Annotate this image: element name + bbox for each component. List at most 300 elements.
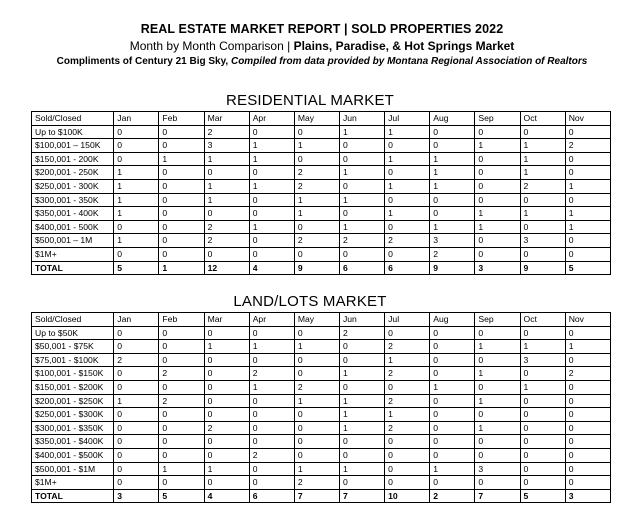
row-value: 0 bbox=[249, 247, 294, 261]
row-value: 0 bbox=[249, 207, 294, 221]
row-label: $100,001 - $150K bbox=[32, 367, 114, 381]
header-cell-month: Jan bbox=[114, 112, 159, 126]
row-value: 0 bbox=[385, 220, 430, 234]
table-header-row bbox=[32, 112, 611, 126]
row-value: 0 bbox=[339, 448, 384, 462]
row-value: 0 bbox=[430, 139, 475, 153]
row-value: 1 bbox=[249, 340, 294, 354]
row-value: 0 bbox=[339, 247, 384, 261]
row-value: 1 bbox=[249, 220, 294, 234]
row-value: 0 bbox=[565, 234, 610, 248]
row-value: 0 bbox=[114, 139, 159, 153]
row-value: 0 bbox=[475, 408, 520, 422]
table-row bbox=[32, 462, 611, 476]
row-value: 0 bbox=[159, 193, 204, 207]
row-value: 0 bbox=[114, 125, 159, 139]
header-cell-month: Apr bbox=[249, 313, 294, 327]
row-value: 0 bbox=[114, 247, 159, 261]
table-row bbox=[32, 340, 611, 354]
row-value: 1 bbox=[114, 234, 159, 248]
row-value: 0 bbox=[565, 380, 610, 394]
row-value: 0 bbox=[339, 340, 384, 354]
row-value: 0 bbox=[114, 152, 159, 166]
row-value: 1 bbox=[385, 125, 430, 139]
row-value: 1 bbox=[475, 394, 520, 408]
row-value: 0 bbox=[159, 139, 204, 153]
row-value: 0 bbox=[114, 476, 159, 490]
row-value: 0 bbox=[385, 193, 430, 207]
row-value: 0 bbox=[520, 367, 565, 381]
table-row bbox=[32, 394, 611, 408]
row-value: 0 bbox=[565, 247, 610, 261]
row-value: 0 bbox=[114, 220, 159, 234]
row-value: 0 bbox=[520, 220, 565, 234]
row-value: 0 bbox=[159, 234, 204, 248]
row-value: 0 bbox=[249, 408, 294, 422]
row-value: 1 bbox=[565, 179, 610, 193]
row-value: 0 bbox=[430, 326, 475, 340]
row-value: 0 bbox=[204, 166, 249, 180]
row-value: 0 bbox=[159, 476, 204, 490]
row-value: 1 bbox=[204, 179, 249, 193]
row-value: 0 bbox=[475, 125, 520, 139]
row-value: 0 bbox=[204, 326, 249, 340]
row-value: 2 bbox=[159, 367, 204, 381]
table-row bbox=[32, 247, 611, 261]
row-label: Up to $50K bbox=[32, 326, 114, 340]
row-value: 3 bbox=[520, 234, 565, 248]
header-cell-month: Oct bbox=[520, 313, 565, 327]
row-value: 0 bbox=[294, 326, 339, 340]
row-label: $350,001 - 400K bbox=[32, 207, 114, 221]
row-value: 0 bbox=[249, 234, 294, 248]
row-value: 0 bbox=[520, 193, 565, 207]
row-label: $150,001 - 200K bbox=[32, 152, 114, 166]
row-value: 1 bbox=[520, 166, 565, 180]
row-value: 0 bbox=[339, 435, 384, 449]
row-value: 1 bbox=[249, 139, 294, 153]
row-value: 0 bbox=[565, 476, 610, 490]
total-value: 3 bbox=[114, 489, 159, 503]
header-cell-month: Sep bbox=[475, 112, 520, 126]
row-value: 0 bbox=[204, 380, 249, 394]
total-value: 9 bbox=[430, 261, 475, 275]
row-value: 1 bbox=[430, 380, 475, 394]
table-row bbox=[32, 220, 611, 234]
total-value: 6 bbox=[339, 261, 384, 275]
row-value: 0 bbox=[430, 394, 475, 408]
row-value: 1 bbox=[475, 340, 520, 354]
row-value: 2 bbox=[114, 353, 159, 367]
row-value: 0 bbox=[249, 462, 294, 476]
row-label: $75,001 - $100K bbox=[32, 353, 114, 367]
row-value: 1 bbox=[294, 139, 339, 153]
row-value: 3 bbox=[520, 353, 565, 367]
header-cell-month: Aug bbox=[430, 313, 475, 327]
row-value: 0 bbox=[430, 125, 475, 139]
row-value: 1 bbox=[294, 462, 339, 476]
row-value: 0 bbox=[159, 380, 204, 394]
row-value: 1 bbox=[339, 220, 384, 234]
row-value: 0 bbox=[520, 448, 565, 462]
row-value: 1 bbox=[294, 193, 339, 207]
row-value: 2 bbox=[339, 234, 384, 248]
row-value: 0 bbox=[159, 353, 204, 367]
table-row bbox=[32, 179, 611, 193]
row-value: 0 bbox=[204, 207, 249, 221]
row-value: 1 bbox=[475, 220, 520, 234]
row-value: 0 bbox=[430, 435, 475, 449]
row-value: 1 bbox=[520, 340, 565, 354]
credit-bold: Compliments of Century 21 Big Sky, bbox=[56, 56, 231, 67]
row-value: 1 bbox=[249, 179, 294, 193]
row-value: 0 bbox=[249, 353, 294, 367]
row-value: 1 bbox=[339, 462, 384, 476]
row-value: 0 bbox=[385, 462, 430, 476]
row-value: 2 bbox=[339, 326, 384, 340]
row-value: 0 bbox=[249, 166, 294, 180]
row-value: 0 bbox=[430, 421, 475, 435]
row-label: Up to $100K bbox=[32, 125, 114, 139]
table-row bbox=[32, 125, 611, 139]
row-value: 0 bbox=[475, 435, 520, 449]
row-label: $150,001 - $200K bbox=[32, 380, 114, 394]
row-value: 1 bbox=[430, 179, 475, 193]
row-value: 1 bbox=[430, 462, 475, 476]
total-value: 5 bbox=[114, 261, 159, 275]
row-label: $350,001 - $400K bbox=[32, 435, 114, 449]
row-value: 0 bbox=[520, 435, 565, 449]
row-value: 0 bbox=[475, 152, 520, 166]
header-cell-month: Nov bbox=[565, 112, 610, 126]
row-value: 1 bbox=[520, 139, 565, 153]
land-table bbox=[31, 312, 611, 503]
row-label: $250,001 - $300K bbox=[32, 408, 114, 422]
header-cell-month: May bbox=[294, 313, 339, 327]
row-value: 0 bbox=[159, 166, 204, 180]
row-value: 0 bbox=[339, 476, 384, 490]
row-value: 1 bbox=[475, 367, 520, 381]
report-title: REAL ESTATE MARKET REPORT | SOLD PROPERTIES 2022 bbox=[140, 22, 504, 36]
row-value: 1 bbox=[204, 152, 249, 166]
row-value: 0 bbox=[294, 247, 339, 261]
row-value: 0 bbox=[294, 220, 339, 234]
header-cell-month: Feb bbox=[159, 313, 204, 327]
row-value: 0 bbox=[114, 367, 159, 381]
row-value: 1 bbox=[114, 179, 159, 193]
row-value: 0 bbox=[565, 125, 610, 139]
subtitle-market: Plains, Paradise, & Hot Springs Market bbox=[293, 39, 515, 53]
total-value: 4 bbox=[249, 261, 294, 275]
row-value: 0 bbox=[159, 326, 204, 340]
residential-section-title: RESIDENTIAL MARKET bbox=[225, 92, 395, 109]
row-value: 0 bbox=[114, 408, 159, 422]
row-value: 0 bbox=[294, 152, 339, 166]
row-value: 0 bbox=[114, 340, 159, 354]
row-value: 2 bbox=[385, 340, 430, 354]
row-value: 1 bbox=[114, 207, 159, 221]
row-value: 0 bbox=[249, 125, 294, 139]
table-row bbox=[32, 353, 611, 367]
total-value: 9 bbox=[520, 261, 565, 275]
table-row bbox=[32, 367, 611, 381]
row-value: 1 bbox=[430, 220, 475, 234]
total-value: 10 bbox=[385, 489, 430, 503]
row-value: 0 bbox=[565, 193, 610, 207]
row-value: 0 bbox=[475, 193, 520, 207]
total-value: 7 bbox=[475, 489, 520, 503]
row-value: 1 bbox=[339, 193, 384, 207]
row-value: 1 bbox=[204, 340, 249, 354]
row-value: 0 bbox=[385, 139, 430, 153]
row-value: 1 bbox=[294, 207, 339, 221]
row-value: 0 bbox=[159, 220, 204, 234]
row-label: $500,001 – 1M bbox=[32, 234, 114, 248]
total-label: TOTAL bbox=[32, 261, 114, 275]
row-value: 0 bbox=[520, 125, 565, 139]
row-value: 0 bbox=[204, 247, 249, 261]
row-value: 0 bbox=[159, 421, 204, 435]
total-value: 4 bbox=[204, 489, 249, 503]
row-value: 0 bbox=[159, 207, 204, 221]
row-value: 0 bbox=[475, 166, 520, 180]
row-value: 0 bbox=[159, 408, 204, 422]
row-value: 0 bbox=[294, 435, 339, 449]
land-section-title: LAND/LOTS MARKET bbox=[233, 293, 387, 310]
row-label: $200,001 - 250K bbox=[32, 166, 114, 180]
row-value: 2 bbox=[565, 139, 610, 153]
row-value: 0 bbox=[475, 380, 520, 394]
row-value: 0 bbox=[430, 193, 475, 207]
row-value: 3 bbox=[204, 139, 249, 153]
row-value: 2 bbox=[430, 247, 475, 261]
table-row bbox=[32, 476, 611, 490]
row-value: 1 bbox=[475, 207, 520, 221]
row-label: $250,001 - 300K bbox=[32, 179, 114, 193]
row-value: 0 bbox=[385, 435, 430, 449]
row-value: 1 bbox=[520, 380, 565, 394]
row-value: 0 bbox=[520, 247, 565, 261]
row-value: 0 bbox=[204, 408, 249, 422]
row-value: 0 bbox=[565, 326, 610, 340]
row-value: 0 bbox=[249, 476, 294, 490]
total-value: 3 bbox=[565, 489, 610, 503]
residential-table bbox=[31, 111, 611, 275]
row-value: 0 bbox=[430, 353, 475, 367]
row-value: 1 bbox=[385, 207, 430, 221]
row-value: 2 bbox=[204, 421, 249, 435]
row-value: 0 bbox=[339, 353, 384, 367]
table-row bbox=[32, 152, 611, 166]
row-value: 0 bbox=[159, 448, 204, 462]
row-value: 0 bbox=[204, 435, 249, 449]
total-row bbox=[32, 261, 611, 275]
row-value: 1 bbox=[204, 462, 249, 476]
row-value: 0 bbox=[565, 394, 610, 408]
total-value: 5 bbox=[565, 261, 610, 275]
row-value: 0 bbox=[565, 152, 610, 166]
row-value: 1 bbox=[475, 139, 520, 153]
row-value: 0 bbox=[114, 421, 159, 435]
row-value: 1 bbox=[294, 340, 339, 354]
report-credit bbox=[0, 55, 644, 68]
row-value: 0 bbox=[520, 421, 565, 435]
row-value: 1 bbox=[385, 353, 430, 367]
row-value: 3 bbox=[430, 234, 475, 248]
total-value: 5 bbox=[159, 489, 204, 503]
row-value: 0 bbox=[430, 367, 475, 381]
header-cell-month: Jun bbox=[339, 313, 384, 327]
row-label: $400,001 - 500K bbox=[32, 220, 114, 234]
row-value: 1 bbox=[339, 421, 384, 435]
row-value: 0 bbox=[475, 476, 520, 490]
row-label: $500,001 - $1M bbox=[32, 462, 114, 476]
row-value: 1 bbox=[385, 152, 430, 166]
row-value: 0 bbox=[159, 435, 204, 449]
row-value: 0 bbox=[114, 462, 159, 476]
row-value: 0 bbox=[114, 380, 159, 394]
total-value: 6 bbox=[249, 489, 294, 503]
row-value: 1 bbox=[114, 193, 159, 207]
table-row bbox=[32, 207, 611, 221]
row-value: 2 bbox=[385, 234, 430, 248]
row-value: 0 bbox=[204, 367, 249, 381]
header-cell-month: Jul bbox=[385, 112, 430, 126]
row-value: 1 bbox=[430, 166, 475, 180]
table-row bbox=[32, 380, 611, 394]
row-value: 0 bbox=[249, 394, 294, 408]
row-value: 1 bbox=[204, 193, 249, 207]
row-value: 0 bbox=[565, 421, 610, 435]
row-value: 2 bbox=[249, 448, 294, 462]
row-value: 1 bbox=[339, 394, 384, 408]
row-value: 1 bbox=[114, 166, 159, 180]
row-value: 0 bbox=[475, 179, 520, 193]
row-value: 0 bbox=[159, 125, 204, 139]
header-cell-month: Oct bbox=[520, 112, 565, 126]
row-value: 0 bbox=[430, 340, 475, 354]
row-value: 2 bbox=[204, 234, 249, 248]
credit-italic: Compiled from data provided by Montana Regional Association of Realtors bbox=[230, 56, 588, 67]
row-value: 1 bbox=[249, 380, 294, 394]
header-cell-month: Jan bbox=[114, 313, 159, 327]
row-value: 2 bbox=[294, 179, 339, 193]
row-value: 2 bbox=[385, 421, 430, 435]
row-value: 1 bbox=[520, 152, 565, 166]
row-value: 0 bbox=[294, 125, 339, 139]
row-value: 1 bbox=[339, 166, 384, 180]
row-value: 2 bbox=[204, 220, 249, 234]
row-value: 1 bbox=[159, 152, 204, 166]
row-value: 0 bbox=[565, 353, 610, 367]
row-label: $1M+ bbox=[32, 247, 114, 261]
row-value: 0 bbox=[430, 448, 475, 462]
row-value: 0 bbox=[339, 380, 384, 394]
row-value: 1 bbox=[430, 152, 475, 166]
row-value: 1 bbox=[249, 152, 294, 166]
table-row bbox=[32, 166, 611, 180]
row-value: 1 bbox=[339, 367, 384, 381]
header-cell-month: Jun bbox=[339, 112, 384, 126]
row-value: 0 bbox=[385, 247, 430, 261]
row-label: $1M+ bbox=[32, 476, 114, 490]
row-value: 1 bbox=[159, 462, 204, 476]
row-value: 0 bbox=[385, 166, 430, 180]
row-label: $300,001 - 350K bbox=[32, 193, 114, 207]
row-value: 2 bbox=[249, 367, 294, 381]
row-value: 0 bbox=[339, 179, 384, 193]
row-value: 1 bbox=[520, 207, 565, 221]
total-label: TOTAL bbox=[32, 489, 114, 503]
total-value: 6 bbox=[385, 261, 430, 275]
row-value: 0 bbox=[294, 367, 339, 381]
table-row bbox=[32, 139, 611, 153]
row-value: 0 bbox=[520, 394, 565, 408]
row-value: 2 bbox=[294, 380, 339, 394]
row-label: $300,001 - $350K bbox=[32, 421, 114, 435]
row-value: 1 bbox=[339, 408, 384, 422]
row-value: 0 bbox=[565, 435, 610, 449]
row-value: 0 bbox=[249, 435, 294, 449]
row-value: 0 bbox=[475, 353, 520, 367]
table-row bbox=[32, 193, 611, 207]
row-value: 0 bbox=[520, 476, 565, 490]
row-value: 2 bbox=[385, 367, 430, 381]
header-cell-month: Sep bbox=[475, 313, 520, 327]
row-value: 0 bbox=[339, 207, 384, 221]
row-value: 0 bbox=[204, 353, 249, 367]
row-value: 0 bbox=[159, 247, 204, 261]
header-cell-label: Sold/Closed bbox=[32, 112, 114, 126]
row-value: 0 bbox=[430, 408, 475, 422]
row-value: 0 bbox=[249, 193, 294, 207]
row-value: 0 bbox=[159, 340, 204, 354]
header-cell-month: May bbox=[294, 112, 339, 126]
total-value: 7 bbox=[294, 489, 339, 503]
table-row bbox=[32, 408, 611, 422]
row-value: 0 bbox=[249, 326, 294, 340]
subtitle-plain: Month by Month Comparison | bbox=[129, 39, 294, 53]
row-value: 2 bbox=[294, 476, 339, 490]
row-label: $50,001 - $75K bbox=[32, 340, 114, 354]
row-value: 0 bbox=[159, 179, 204, 193]
header-cell-month: Aug bbox=[430, 112, 475, 126]
row-value: 0 bbox=[475, 448, 520, 462]
row-value: 2 bbox=[520, 179, 565, 193]
table-row bbox=[32, 421, 611, 435]
row-value: 1 bbox=[294, 394, 339, 408]
row-value: 0 bbox=[565, 462, 610, 476]
row-value: 0 bbox=[249, 421, 294, 435]
row-value: 0 bbox=[520, 462, 565, 476]
row-label: $200,001 - $250K bbox=[32, 394, 114, 408]
total-value: 7 bbox=[339, 489, 384, 503]
row-value: 0 bbox=[294, 353, 339, 367]
header-cell-month: Nov bbox=[565, 313, 610, 327]
row-value: 0 bbox=[385, 476, 430, 490]
row-value: 0 bbox=[294, 408, 339, 422]
row-value: 0 bbox=[475, 326, 520, 340]
row-value: 1 bbox=[565, 207, 610, 221]
row-value: 1 bbox=[475, 421, 520, 435]
row-value: 0 bbox=[475, 234, 520, 248]
row-value: 1 bbox=[385, 408, 430, 422]
row-value: 0 bbox=[339, 152, 384, 166]
total-value: 3 bbox=[475, 261, 520, 275]
row-value: 2 bbox=[159, 394, 204, 408]
row-value: 0 bbox=[294, 448, 339, 462]
row-value: 0 bbox=[114, 435, 159, 449]
